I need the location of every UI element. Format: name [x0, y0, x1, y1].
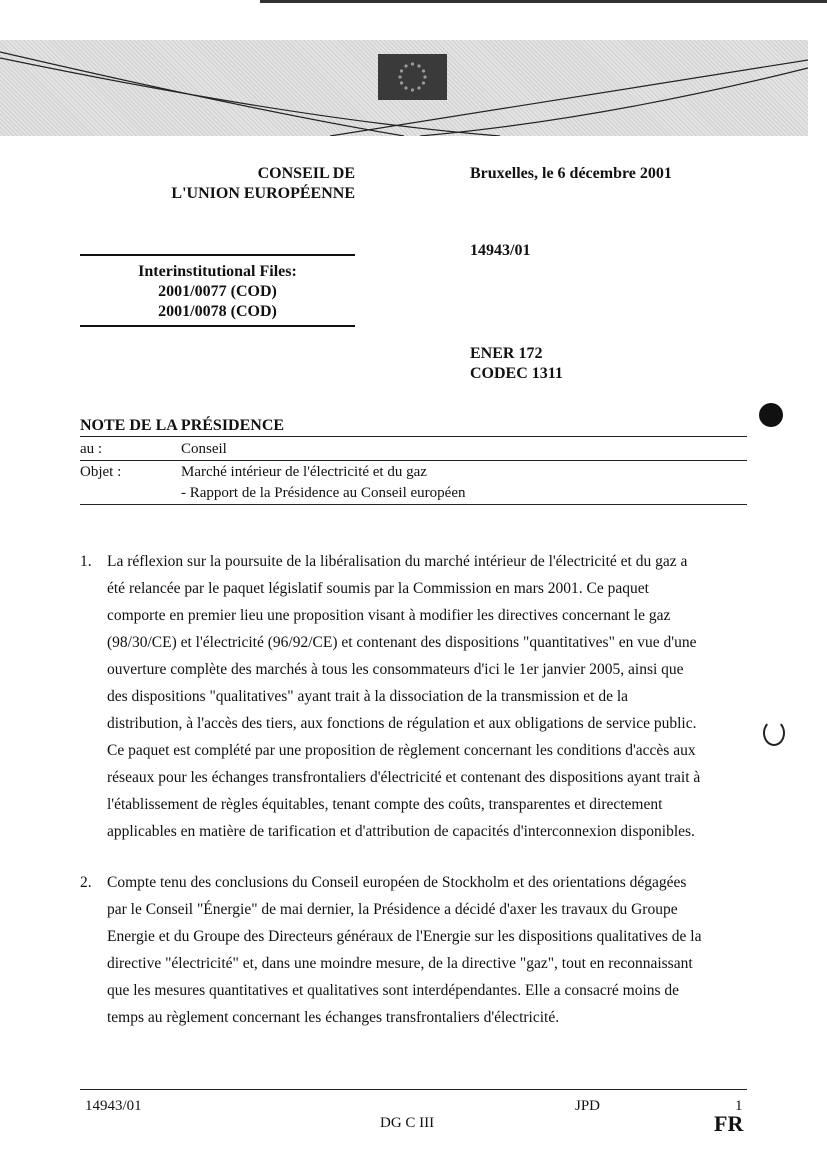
punch-hole-outline — [763, 720, 785, 746]
paragraph-line: applicables en matière de tarification et d'attribution de capacités d'interconnexion disponibles. — [107, 823, 695, 840]
paragraph-line: été relancée par le paquet législatif soumis par la Commission en mars 2001. Ce paquet — [107, 580, 649, 597]
note-title: NOTE DE LA PRÉSIDENCE — [80, 417, 285, 434]
eu-flag-logo — [378, 54, 447, 100]
file-reference-1: 2001/0077 (COD) — [158, 283, 277, 300]
paragraph-line: que les mesures quantitatives et qualitatives sont interdépendantes. Elle a consacré moins de — [107, 982, 680, 999]
footer-rule — [80, 1089, 747, 1090]
paragraph-line: La réflexion sur la poursuite de la libéralisation du marché intérieur de l'électricité et du gaz a — [107, 553, 688, 570]
files-label: Interinstitutional Files: — [138, 263, 297, 280]
paragraph-line: des dispositions "qualitatives" ayant trait à la dissociation de la transmission et de la — [107, 688, 629, 705]
paragraph-line: par le Conseil "Énergie" de mai dernier, la Présidence a décidé d'axer les travaux du Groupe — [107, 901, 678, 918]
interinstitutional-files — [80, 262, 355, 322]
subject-line-2: - Rapport de la Présidence au Conseil européen — [181, 485, 466, 501]
council-name — [160, 164, 355, 204]
subject-line-1: Marché intérieur de l'électricité et du gaz — [181, 464, 427, 480]
place-date: Bruxelles, le 6 décembre 2001 — [470, 165, 672, 182]
footer-initials: JPD — [575, 1098, 601, 1114]
paragraph-2 — [80, 869, 745, 1031]
paragraph-line: directive "électricité" et, dans une moindre mesure, de la directive "gaz", tout en reconnaissant — [107, 955, 693, 972]
code-ener: ENER 172 — [470, 345, 543, 362]
code-codec: CODEC 1311 — [470, 365, 563, 382]
paragraph-line: Compte tenu des conclusions du Conseil européen de Stockholm et des orientations dégagées — [107, 874, 687, 891]
classification-codes — [470, 344, 563, 384]
paragraph-line: ouverture complète des marchés à tous les consommateurs d'ici le 1er janvier 2005, ainsi que — [107, 661, 684, 678]
council-line-1: CONSEIL DE — [257, 165, 355, 182]
files-bottom-rule — [80, 325, 355, 327]
paragraph-1 — [80, 548, 745, 845]
to-rule — [80, 460, 747, 461]
paragraph-line: distribution, à l'accès des tiers, aux fonctions de régulation et aux obligations de service public. — [107, 715, 697, 732]
paragraph-line: temps au règlement concernant les échanges transfrontaliers d'électricité. — [107, 1009, 560, 1026]
to-label: au : — [80, 441, 103, 457]
file-reference-2: 2001/0078 (COD) — [158, 303, 277, 320]
document-number: 14943/01 — [470, 242, 531, 259]
paragraph-line: (98/30/CE) et l'électricité (96/92/CE) et contenant des dispositions "quantitatives" en vue d'une — [107, 634, 697, 651]
files-top-rule — [80, 254, 355, 256]
council-line-2: L'UNION EUROPÉENNE — [171, 185, 355, 202]
subject-rule — [80, 504, 747, 505]
footer-language: FR — [714, 1111, 744, 1136]
to-value: Conseil — [181, 441, 227, 457]
paragraph-line: réseaux pour les échanges transfrontaliers d'électricité et contenant des dispositions ayant trait à — [107, 769, 701, 786]
paragraph-line: Energie et du Groupe des Directeurs généraux de l'Energie sur les dispositions qualitatives de la — [107, 928, 702, 945]
paragraph-line: l'établissement de règles équitables, tenant compte des coûts, transparentes et directement — [107, 796, 663, 813]
footer-dg: DG C III — [380, 1115, 435, 1131]
footer-page-number: 1 — [735, 1098, 743, 1114]
paragraph-number: 1. — [80, 553, 92, 570]
paragraph-number: 2. — [80, 874, 92, 891]
paragraph-line: comporte en premier lieu une proposition visant à modifier les directives concernant le gaz — [107, 607, 671, 624]
subject-label: Objet : — [80, 464, 122, 480]
punch-hole-mark — [759, 403, 783, 427]
paragraph-line: Ce paquet est complété par une proposition de règlement concernant les conditions d'accès aux — [107, 742, 696, 759]
footer-doc-number: 14943/01 — [85, 1098, 142, 1114]
note-title-rule — [80, 436, 747, 437]
scan-top-rule — [260, 0, 827, 3]
